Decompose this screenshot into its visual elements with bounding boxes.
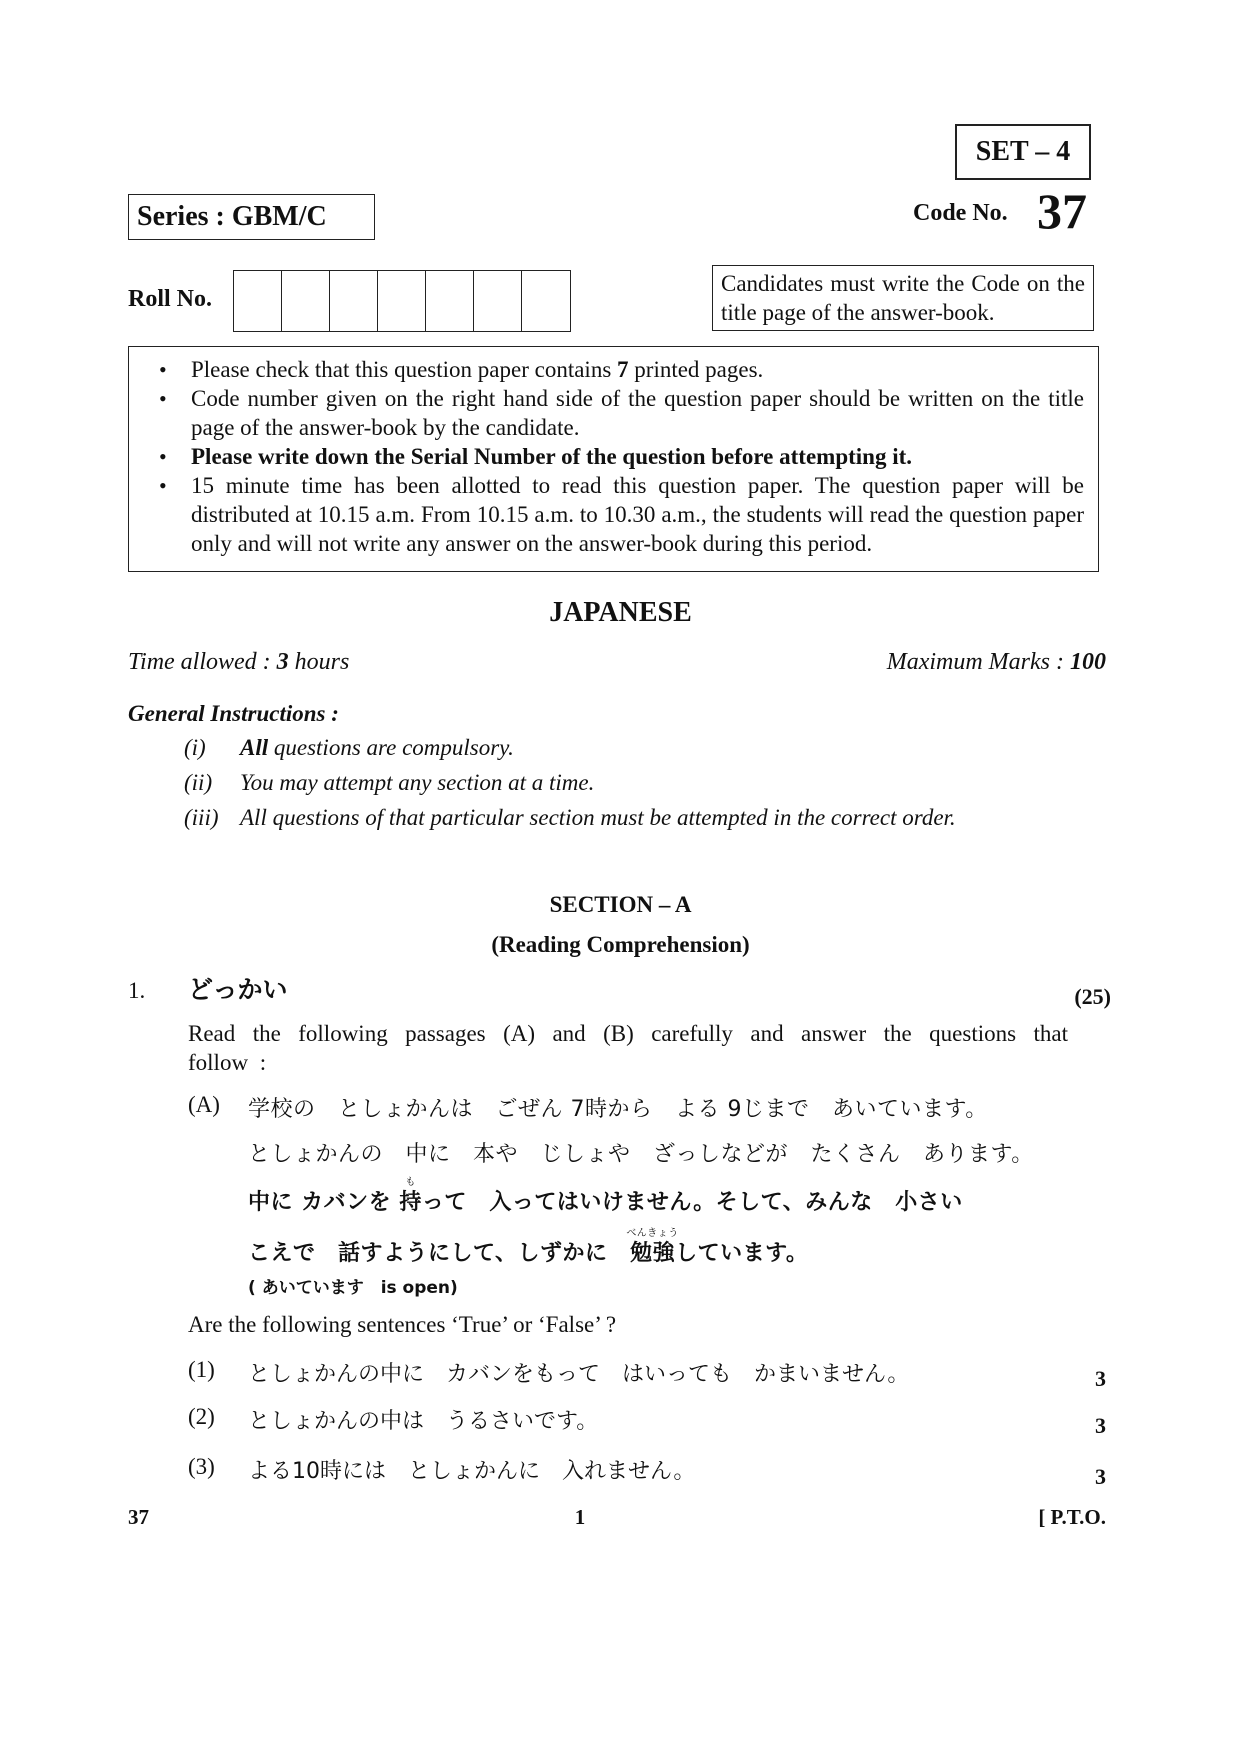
sub-question-text: としょかんの中に カバンをもって はいっても かまいません。: [248, 1362, 910, 1387]
checklist-item: [159, 442, 1084, 471]
furigana: べんきょう: [626, 1228, 679, 1239]
sub-question-marks: 3: [1095, 1366, 1106, 1391]
roll-number-cell[interactable]: [282, 271, 330, 331]
passage-line: [248, 1177, 963, 1216]
passage-text: 中に カバンを: [248, 1190, 400, 1215]
roll-number-cell[interactable]: [474, 271, 522, 331]
code-value: 37: [1037, 183, 1087, 239]
instruction-number: (iii): [184, 805, 219, 830]
roll-number-cell[interactable]: [522, 271, 570, 331]
checklist-item: [159, 471, 1084, 558]
time-allowed-label: Time allowed :: [128, 649, 277, 675]
checklist-text: printed pages.: [628, 357, 764, 382]
checklist-item: [159, 355, 1084, 384]
instruction-item: [184, 805, 956, 831]
sub-question-marks: 3: [1095, 1413, 1106, 1438]
checklist-text: 15 minute time has been allotted to read this question paper. The question paper will be distributed at 10.15 a.m. From 10.15 a.m. to 10.30 a.m., the students will read the question paper only and will not write any answer on the answer-book during this period.: [191, 473, 1084, 556]
bullet-icon: •: [159, 357, 167, 382]
sub-question-number: (3): [188, 1454, 215, 1479]
instruction-bold: All: [240, 735, 269, 760]
question-number: 1.: [128, 978, 146, 1003]
general-instructions-heading: General Instructions :: [128, 701, 339, 726]
code-label: Code No.: [913, 200, 1008, 226]
checklist-bold: Please write down the Serial Number of the question before attempting it.: [191, 444, 913, 469]
question-instruction: Read the following passages (A) and (B) carefully and answer the questions that follow :: [188, 1021, 1068, 1075]
section-title: SECTION – A: [549, 892, 692, 917]
max-marks-label: Maximum Marks :: [886, 649, 1070, 675]
bullet-icon: •: [159, 444, 167, 469]
subject-title: JAPANESE: [549, 597, 692, 628]
instruction-text: questions are compulsory.: [268, 735, 514, 760]
time-allowed-value: 3: [276, 649, 289, 675]
max-marks-value: 100: [1070, 649, 1106, 675]
maximum-marks: [887, 649, 1106, 676]
sub-question-number: (1): [188, 1357, 215, 1382]
time-allowed-unit: hours: [288, 649, 350, 675]
set-label: SET – 4: [955, 124, 1091, 180]
question-title: どっかい: [188, 975, 288, 1004]
passage-text: こえで 話すようにして、しずかに: [248, 1241, 631, 1266]
roll-number-grid: [233, 270, 571, 332]
passage-text: しています。: [675, 1241, 809, 1266]
checklist-text: Code number given on the right hand side of the question paper should be written on the title page of the answer-book by the candidate.: [191, 386, 1084, 440]
passage-line: 学校の としょかんは ごぜん 7時から よる 9じまで あいています。: [248, 1097, 988, 1122]
passage-label: (A): [188, 1092, 220, 1117]
passage-line: [248, 1228, 809, 1267]
sub-question-marks: 3: [1095, 1464, 1106, 1489]
ruby-word: [399, 1177, 422, 1216]
instruction-text: All questions of that particular section must be attempted in the correct order.: [240, 805, 956, 830]
roll-number-cell[interactable]: [378, 271, 426, 331]
instruction-text: You may attempt any section at a time.: [240, 770, 595, 795]
kanji: 勉強: [630, 1241, 676, 1266]
code-instruction-note: Candidates must write the Code on the title page of the answer-book.: [712, 265, 1094, 331]
instruction-number: (i): [184, 735, 206, 760]
vocabulary-note: ( あいています is open): [248, 1278, 458, 1298]
checklist-item: [159, 384, 1084, 442]
true-false-prompt: Are the following sentences ‘True’ or ‘False’ ?: [188, 1312, 617, 1337]
roll-number-label: Roll No.: [128, 286, 212, 312]
passage-line: としょかんの 中に 本や じしょや ざっしなどが たくさん あります。: [248, 1142, 1034, 1167]
roll-number-cell[interactable]: [426, 271, 474, 331]
sub-question-text: よる10時には としょかんに 入れません。: [248, 1459, 696, 1484]
bullet-icon: •: [159, 473, 167, 498]
bullet-icon: •: [159, 386, 167, 411]
footer-code: 37: [128, 1505, 149, 1529]
kanji: 持: [399, 1190, 422, 1215]
series-label: Series : GBM/C: [128, 194, 375, 240]
roll-number-cell[interactable]: [234, 271, 282, 331]
checklist-box: [128, 346, 1099, 572]
please-turn-over: [ P.T.O.: [1038, 1505, 1106, 1529]
question-marks: (25): [1074, 984, 1111, 1009]
checklist-bold: 7: [617, 357, 629, 382]
page-number: 1: [574, 1505, 586, 1529]
time-allowed: [128, 649, 349, 676]
roll-number-cell[interactable]: [330, 271, 378, 331]
sub-question-number: (2): [188, 1404, 215, 1429]
instruction-item: [184, 770, 594, 796]
instruction-item: [184, 735, 514, 761]
ruby-word: [626, 1228, 679, 1267]
furigana: も: [405, 1177, 416, 1188]
sub-question-text: としょかんの中は うるさいです。: [248, 1409, 599, 1434]
checklist-text: Please check that this question paper contains: [191, 357, 618, 382]
section-subtitle: (Reading Comprehension): [491, 932, 750, 957]
passage-text: って 入ってはいけません。そして、みんな 小さい: [421, 1190, 963, 1215]
instruction-number: (ii): [184, 770, 213, 795]
